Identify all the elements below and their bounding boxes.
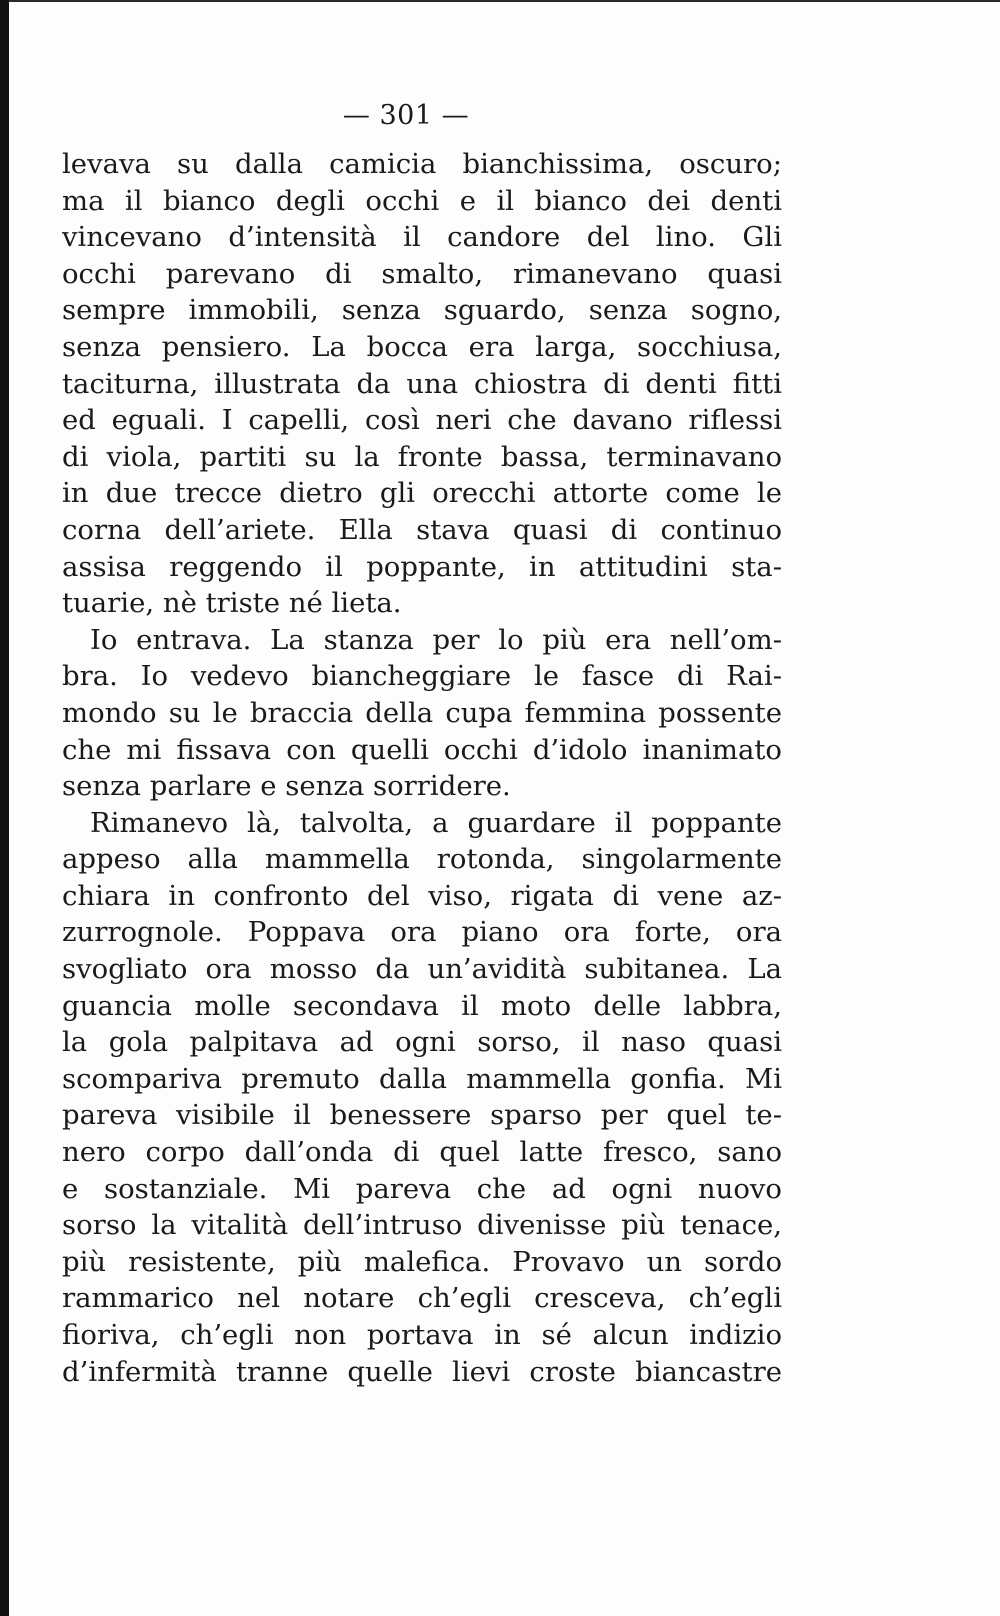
text-line: zurrognole. Poppava ora piano ora forte, ora: [62, 916, 782, 949]
text-line: nero corpo dall’onda di quel latte fresco, sano: [62, 1136, 782, 1169]
text-line: chiara in confronto del viso, rigata di vene az-: [62, 879, 782, 912]
text-line: di viola, partiti su la fronte bassa, terminavano: [62, 440, 782, 473]
text-line: ed eguali. I capelli, così neri che davano riflessi: [62, 404, 782, 437]
text-line: fioriva, ch’egli non portava in sé alcun indizio: [62, 1319, 782, 1351]
text-line: Io entrava. La stanza per lo più era nell’om-: [90, 623, 782, 656]
text-line: rammarico nel notare ch’egli cresceva, ch’egli: [62, 1282, 782, 1315]
text-line: levava su dalla camicia bianchissima, oscuro;: [62, 148, 782, 180]
text-line: d’infermità tranne quelle lievi croste biancastre: [62, 1355, 782, 1388]
text-line: assisa reggendo il poppante, in attitudini sta-: [62, 550, 782, 583]
body-text: [62, 146, 782, 1390]
text-line: in due trecce dietro gli orecchi attorte come le: [62, 477, 782, 510]
text-line: tuarie, nè triste né lieta.: [62, 587, 402, 620]
text-line: bra. Io vedevo biancheggiare le fasce di Rai-: [62, 660, 782, 693]
text-line: pareva visibile il benessere sparso per quel te-: [62, 1099, 782, 1132]
page-binding-edge: [0, 0, 9, 1616]
text-line: la gola palpitava ad ogni sorso, il naso quasi: [62, 1026, 782, 1059]
text-line: svogliato ora mosso da un’avidità subitanea. La: [62, 953, 782, 986]
text-line: guancia molle secondava il moto delle labbra,: [62, 989, 782, 1022]
text-line: corna dell’ariete. Ella stava quasi di continuo: [62, 513, 782, 546]
text-line: scompariva premuto dalla mammella gonfia. Mi: [62, 1062, 782, 1095]
text-line: e sostanziale. Mi pareva che ad ogni nuovo: [62, 1172, 782, 1205]
text-line: Rimanevo là, talvolta, a guardare il poppante: [90, 806, 782, 839]
text-line: vincevano d’intensità il candore del lino. Gli: [62, 221, 782, 254]
text-line: che mi fissava con quelli occhi d’idolo inanimato: [62, 733, 782, 766]
page-top-edge: [9, 0, 1000, 2]
text-line: senza parlare e senza sorridere.: [62, 770, 511, 803]
text-line: sorso la vitalità dell’intruso divenisse più tenace,: [62, 1209, 782, 1242]
text-line: sempre immobili, senza sguardo, senza sogno,: [62, 294, 782, 327]
text-line: ma il bianco degli occhi e il bianco dei denti: [62, 184, 782, 217]
page-number: — 301 —: [342, 100, 470, 131]
text-line: più resistente, più malefica. Provavo un sordo: [62, 1245, 782, 1278]
text-line: appeso alla mammella rotonda, singolarmente: [62, 843, 782, 876]
text-line: occhi parevano di smalto, rimanevano quasi: [62, 257, 782, 290]
text-line: senza pensiero. La bocca era larga, socchiusa,: [62, 330, 782, 363]
text-line: taciturna, illustrata da una chiostra di denti fitti: [62, 367, 782, 400]
text-line: mondo su le braccia della cupa femmina possente: [62, 696, 782, 729]
